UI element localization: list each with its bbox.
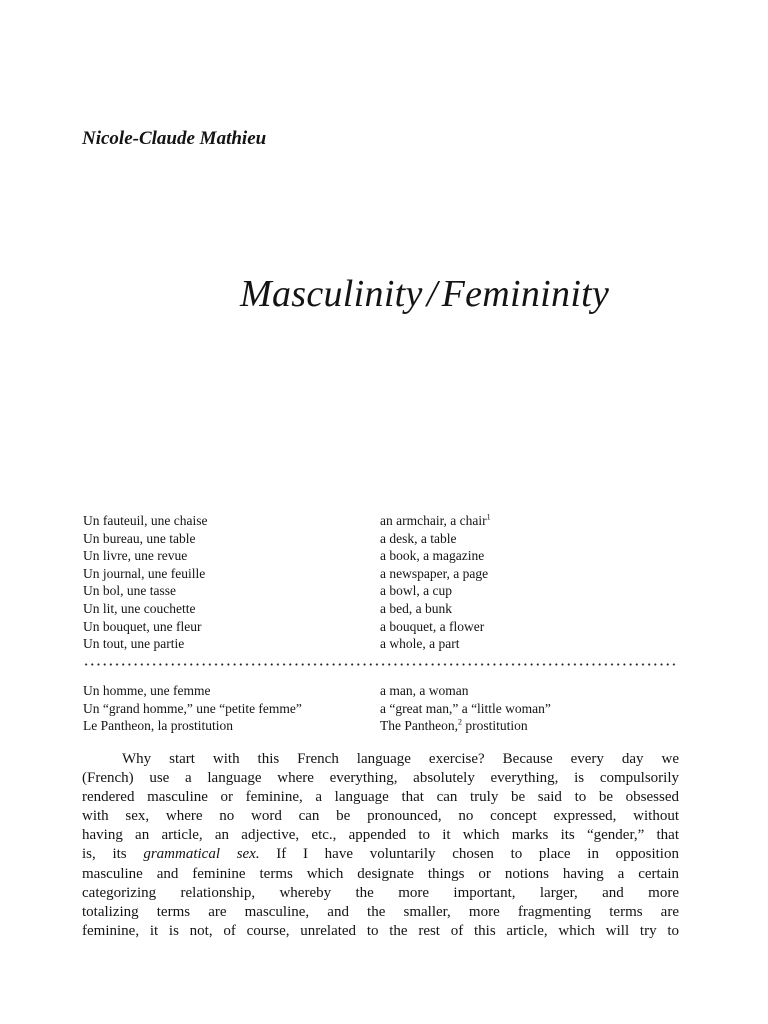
vocabulary-list-people — [83, 682, 683, 735]
body-line: (French) use a language where everything, absolutely everything, is compulsorily — [82, 770, 679, 787]
french-term: Un bouquet, une fleur — [83, 618, 202, 634]
english-term: an armchair, a chair$^1$ — [380, 512, 491, 528]
french-term: Un “grand homme,” une “petite femme” — [83, 700, 302, 716]
french-term: Un livre, une revue — [83, 548, 188, 564]
english-term: a whole, a part — [380, 636, 460, 652]
english-term: a newspaper, a page — [380, 565, 489, 581]
footnote-marker: 2 — [457, 717, 462, 727]
english-term: a bed, a bunk — [380, 600, 452, 616]
french-term: Un homme, une femme — [83, 683, 211, 698]
body-line: is, its grammatical sex. If I have voluntarily chosen to place in opposition — [82, 846, 679, 863]
vocabulary-row — [83, 512, 683, 530]
french-term: Un bureau, une table — [83, 530, 196, 546]
body-line: Why start with this French language exercise? Because every day we — [122, 751, 679, 767]
body-line: having an article, an adjective, etc., appended to it which marks its “gender,” that — [82, 827, 679, 844]
french-term: Un bol, une tasse — [83, 583, 176, 599]
title-masculinity: Masculinity — [240, 273, 423, 315]
body-line: masculine and feminine terms which designate things or notions having a certain — [82, 865, 679, 882]
title-femininity: Femininity — [441, 273, 610, 315]
body-paragraph — [82, 750, 679, 941]
vocabulary-row — [83, 618, 683, 636]
body-line: rendered masculine or feminine, a language that can truly be said to be obsessed — [82, 789, 679, 806]
vocabulary-row — [83, 717, 683, 735]
vocabulary-row — [83, 547, 683, 565]
footnote-marker: 1 — [486, 512, 491, 522]
title-separator: / — [426, 273, 438, 315]
english-term: a “great man,” a “little woman” — [380, 700, 551, 716]
emphasis: grammatical sex. — [143, 846, 260, 863]
english-term: a book, a magazine — [380, 548, 485, 564]
english-term: a bowl, a cup — [380, 583, 452, 599]
body-line: with sex, where no word can be pronounced, no concept expressed, without — [82, 808, 679, 825]
vocabulary-row — [83, 530, 683, 548]
english-term: a bouquet, a flower — [380, 618, 485, 634]
vocabulary-row — [83, 682, 683, 700]
english-term: The Pantheon,$^2$ prostitution — [380, 717, 528, 734]
vocabulary-row — [83, 700, 683, 718]
french-term: Le Pantheon, la prostitution — [83, 718, 233, 734]
vocabulary-row — [83, 600, 683, 618]
body-line: categorizing relationship, whereby the more important, larger, and more — [82, 884, 679, 901]
vocabulary-row — [83, 635, 683, 653]
body-line: feminine, it is not, of course, unrelated to the rest of this article, which will try to — [82, 922, 679, 939]
vocabulary-list-things — [83, 512, 683, 653]
article-title — [240, 272, 609, 316]
vocabulary-row — [83, 565, 683, 583]
dotted-divider — [83, 663, 678, 666]
french-term: Un fauteuil, une chaise — [83, 513, 208, 528]
english-term: a desk, a table — [380, 530, 457, 546]
french-term: Un journal, une feuille — [83, 565, 206, 581]
body-line: totalizing terms are masculine, and the smaller, more fragmenting terms are — [82, 903, 679, 920]
author-name: Nicole-Claude Mathieu — [82, 128, 267, 149]
french-term: Un tout, une partie — [83, 636, 185, 652]
vocabulary-row — [83, 582, 683, 600]
english-term: a man, a woman — [380, 683, 469, 698]
french-term: Un lit, une couchette — [83, 600, 196, 616]
